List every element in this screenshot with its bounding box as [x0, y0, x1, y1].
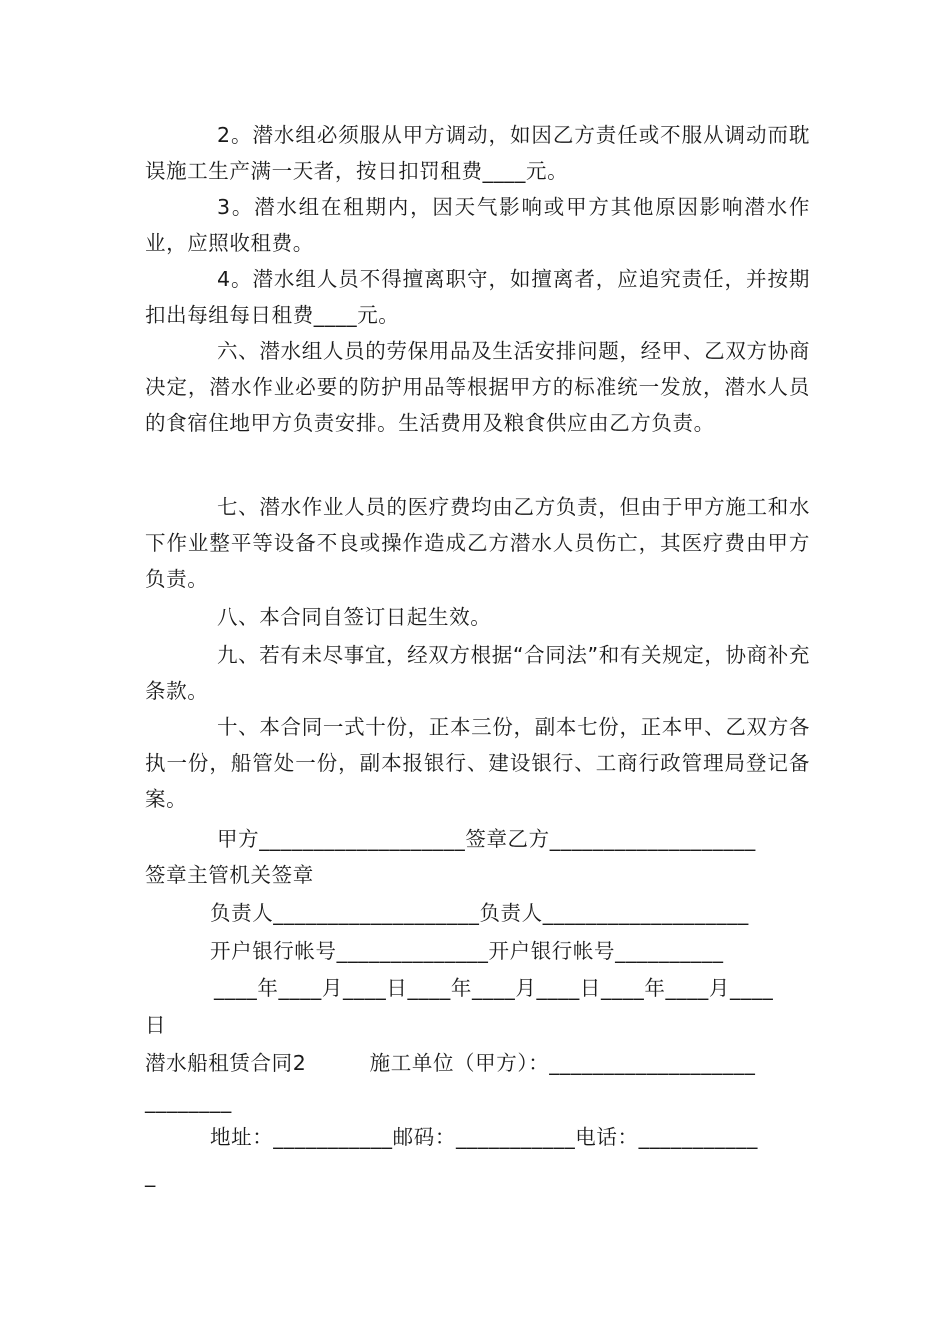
clause-5-4: 4。潜水组人员不得擅离职守，如擅离者，应追究责任，并按期扣出每组每日租费____元。 [145, 267, 810, 327]
clause-5-2: 2。潜水组必须服从甲方调动，如因乙方责任或不服从调动而耽误施工生产满一天者，按日扣罚租费____元。 [145, 123, 810, 183]
contract2-title-line-cont: ________ [145, 1089, 232, 1113]
clause-6: 六、潜水组人员的劳保用品及生活安排问题，经甲、乙双方协商决定，潜水作业必要的防护用品等根据甲方的标准统一发放，潜水人员的食宿住地甲方负责安排。生活费用及粮食供应由乙方负责。 [145, 339, 810, 435]
signature-party-line-cont: 签章主管机关签章 [145, 863, 314, 887]
contract2-title-line: 潜水船租赁合同2 施工单位（甲方）：___________________ [145, 1051, 756, 1075]
clause-10: 十、本合同一式十份，正本三份，副本七份，正本甲、乙双方各执一份，船管处一份，副本报银行、建设银行、工商行政管理局登记备案。 [145, 715, 810, 811]
signature-responsible-line: 负责人___________________负责人___________________ [210, 901, 749, 925]
signature-bank-line: 开户银行帐号______________开户银行帐号__________ [210, 939, 724, 963]
signature-date-line-cont: 日 [145, 1013, 167, 1037]
clause-9: 九、若有未尽事宜，经双方根据“合同法”和有关规定，协商补充条款。 [145, 643, 810, 703]
clause-5-3: 3。潜水组在租期内，因天气影响或甲方其他原因影响潜水作业，应照收租费。 [145, 195, 810, 255]
contract2-address-line: 地址：___________邮码：___________电话：___________ [210, 1125, 758, 1149]
signature-date-line: ____年____月____日____年____月____日____年____月____ [214, 976, 774, 1000]
signature-party-line: 甲方___________________签章乙方___________________ [217, 827, 756, 851]
contract2-address-line-cont: _ [145, 1163, 156, 1187]
clause-7: 七、潜水作业人员的医疗费均由乙方负责，但由于甲方施工和水下作业整平等设备不良或操作造成乙方潜水人员伤亡，其医疗费由甲方负责。 [145, 495, 810, 591]
clause-8: 八、本合同自签订日起生效。 [217, 605, 492, 629]
